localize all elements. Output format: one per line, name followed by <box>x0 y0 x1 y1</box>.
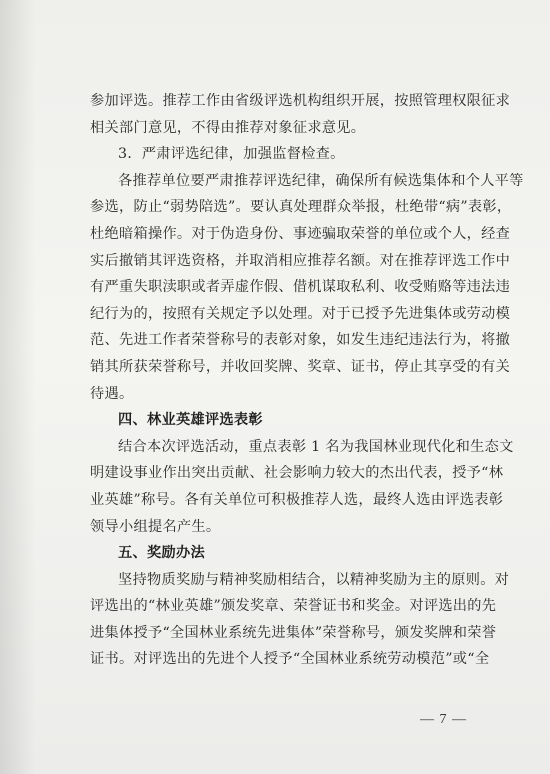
text-line: 杜绝暗箱操作。对于伪造身份、事迹骗取荣誉的单位或个人，经查 <box>90 225 511 242</box>
text-line: 待遇。 <box>90 385 134 402</box>
page-number: — 7 — <box>420 712 467 727</box>
text-line: 结合本次评选活动，重点表彰 1 名为我国林业现代化和生态文 <box>118 438 514 455</box>
subheading-line: 3．严肃评选纪律，加强监督检查。 <box>118 146 345 163</box>
text-line: 评选出的“林业英雄”颁发奖章、荣誉证书和奖金。对评选出的先 <box>90 598 497 615</box>
text-line: 进集体授予“全国林业系统先进集体”荣誉称号，颁发奖牌和荣誉 <box>90 624 497 641</box>
text-line: 有严重失职渎职或者弄虚作假、借机谋取私利、收受贿赂等违法违 <box>90 279 511 296</box>
text-line: 坚持物质奖励与精神奖励相结合，以精神奖励为主的原则。对 <box>118 571 510 588</box>
text-line: 业英雄”称号。各有关单位可积极推荐人选，最终人选由评选表彰 <box>90 491 504 508</box>
section-heading: 四、林业英雄评选表彰 <box>118 412 263 429</box>
text-line: 参加评选。推荐工作由省级评选机构组织开展，按照管理权限征求 <box>90 93 511 109</box>
text-line: 证书。对评选出的先进个人授予“全国林业系统劳动模范”或“全 <box>90 651 490 668</box>
text-line: 参选，防止“弱势陪选”。要认真处理群众举报，杜绝带“病”表彰， <box>90 199 512 216</box>
text-line: 明建设事业作出突出贡献、社会影响力较大的杰出代表，授予“林 <box>90 465 504 482</box>
body-text <box>90 88 524 673</box>
text-line: 销其所获荣誉称号，并收回奖牌、奖章、证书，停止其享受的有关 <box>90 358 511 375</box>
section-heading: 五、奖励办法 <box>118 545 205 562</box>
text-line: 领导小组提名产生。 <box>90 518 221 535</box>
text-line: 各推荐单位要严肃推荐评选纪律，确保所有候选集体和个人平等 <box>118 172 524 189</box>
text-line: 相关部门意见，不得由推荐对象征求意见。 <box>90 119 366 136</box>
text-line: 范、先进工作者荣誉称号的表彰对象，如发生违纪违法行为，将撤 <box>90 332 511 349</box>
text-line: 实后撤销其评选资格，并取消相应推荐名额。对在推荐评选工作中 <box>90 252 511 269</box>
text-line: 纪行为的，按照有关规定予以处理。对于已授予先进集体或劳动模 <box>90 305 511 322</box>
